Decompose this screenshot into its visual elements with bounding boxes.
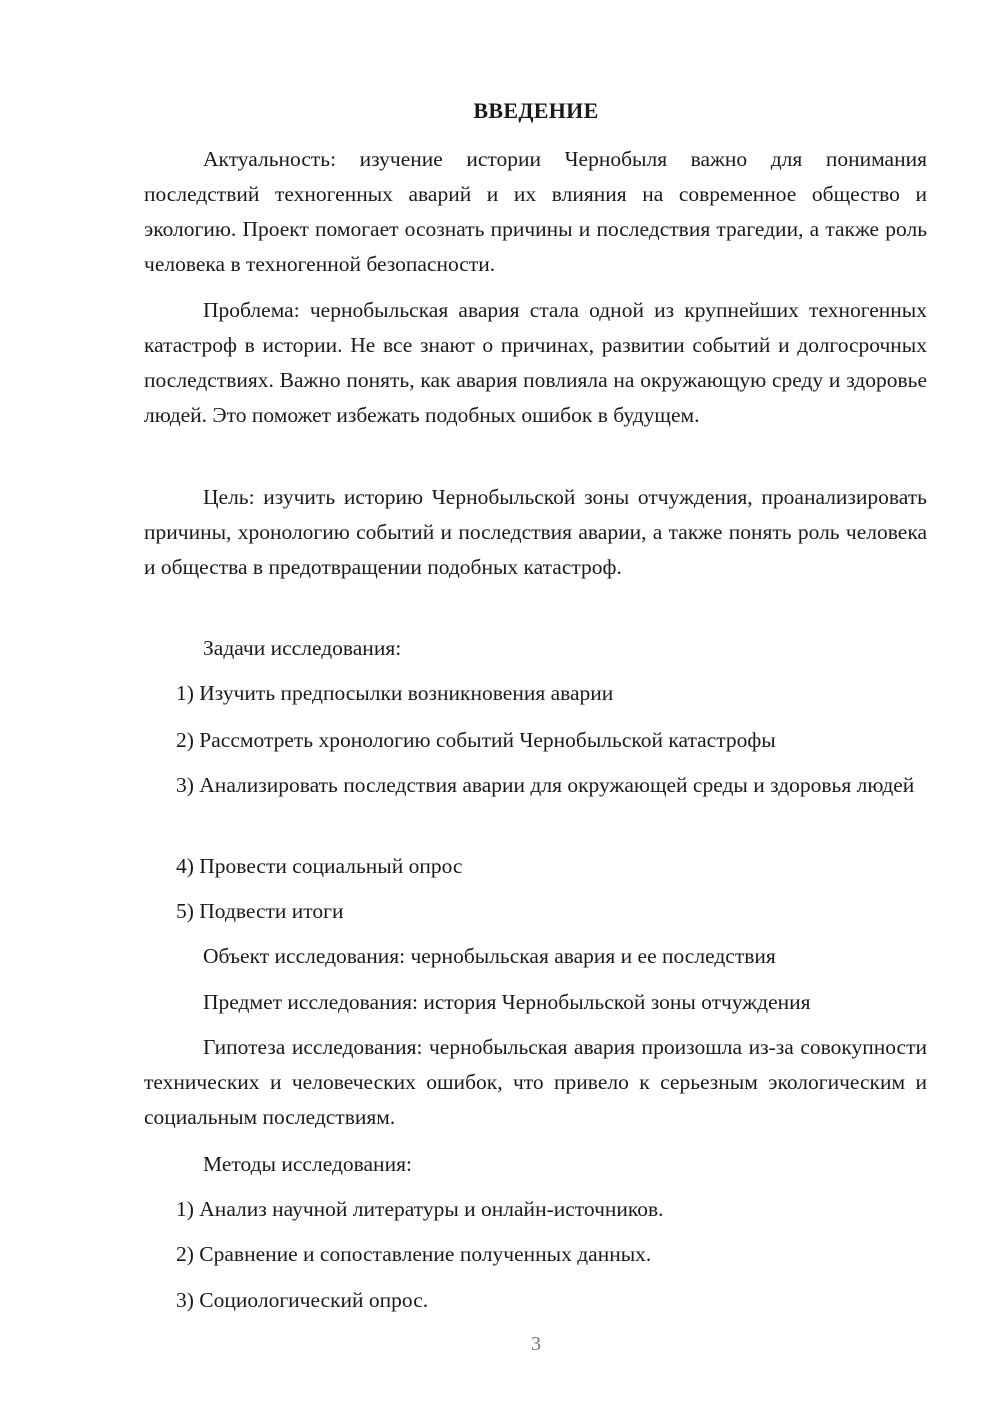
- method-item-1: 1) Анализ научной литературы и онлайн-источников.: [176, 1197, 664, 1221]
- problem-paragraph: Проблема: чернобыльская авария стала одной из крупнейших техногенных катастроф в истории. Не все знают о причинах, развитии событий и долгосрочных последствиях. Важно понять, как авария повлияла на окружающую среду и здоровье людей. Это поможет избежать подобных ошибок в будущем.: [144, 298, 927, 427]
- task-item-4: 4) Провести социальный опрос: [176, 854, 463, 878]
- hypothesis-paragraph: Гипотеза исследования: чернобыльская авария произошла из-за совокупности технических и человеческих ошибок, что привело к серьезным экологическим и социальным последствиям.: [144, 1035, 927, 1129]
- goal-paragraph: Цель: изучить историю Чернобыльской зоны отчуждения, проанализировать причины, хронологию событий и последствия аварии, а также понять роль человека и общества в предотвращении подобных катастроф.: [144, 485, 927, 579]
- task-item-1: 1) Изучить предпосылки возникновения аварии: [176, 681, 614, 705]
- task-item-5: 5) Подвести итоги: [176, 899, 344, 923]
- methods-heading: Методы исследования:: [203, 1152, 412, 1176]
- page-title: ВВЕДЕНИЕ: [473, 98, 599, 123]
- method-item-3: 3) Социологический опрос.: [176, 1288, 429, 1312]
- task-item-3: 3) Анализировать последствия аварии для окружающей среды и здоровья людей: [176, 773, 915, 797]
- object-paragraph: Объект исследования: чернобыльская авария и ее последствия: [203, 944, 776, 968]
- page-number: 3: [531, 1333, 541, 1355]
- tasks-heading: Задачи исследования:: [203, 636, 402, 660]
- method-item-2: 2) Сравнение и сопоставление полученных данных.: [176, 1242, 652, 1266]
- subject-paragraph: Предмет исследования: история Чернобыльской зоны отчуждения: [203, 990, 811, 1014]
- task-item-2: 2) Рассмотреть хронологию событий Чернобыльской катастрофы: [176, 728, 776, 752]
- relevance-paragraph: Актуальность: изучение истории Чернобыля важно для понимания последствий техногенных аварий и их влияния на современное общество и экологию. Проект помогает осознать причины и последствия трагедии, а также роль человека в техногенной безопасности.: [144, 147, 927, 276]
